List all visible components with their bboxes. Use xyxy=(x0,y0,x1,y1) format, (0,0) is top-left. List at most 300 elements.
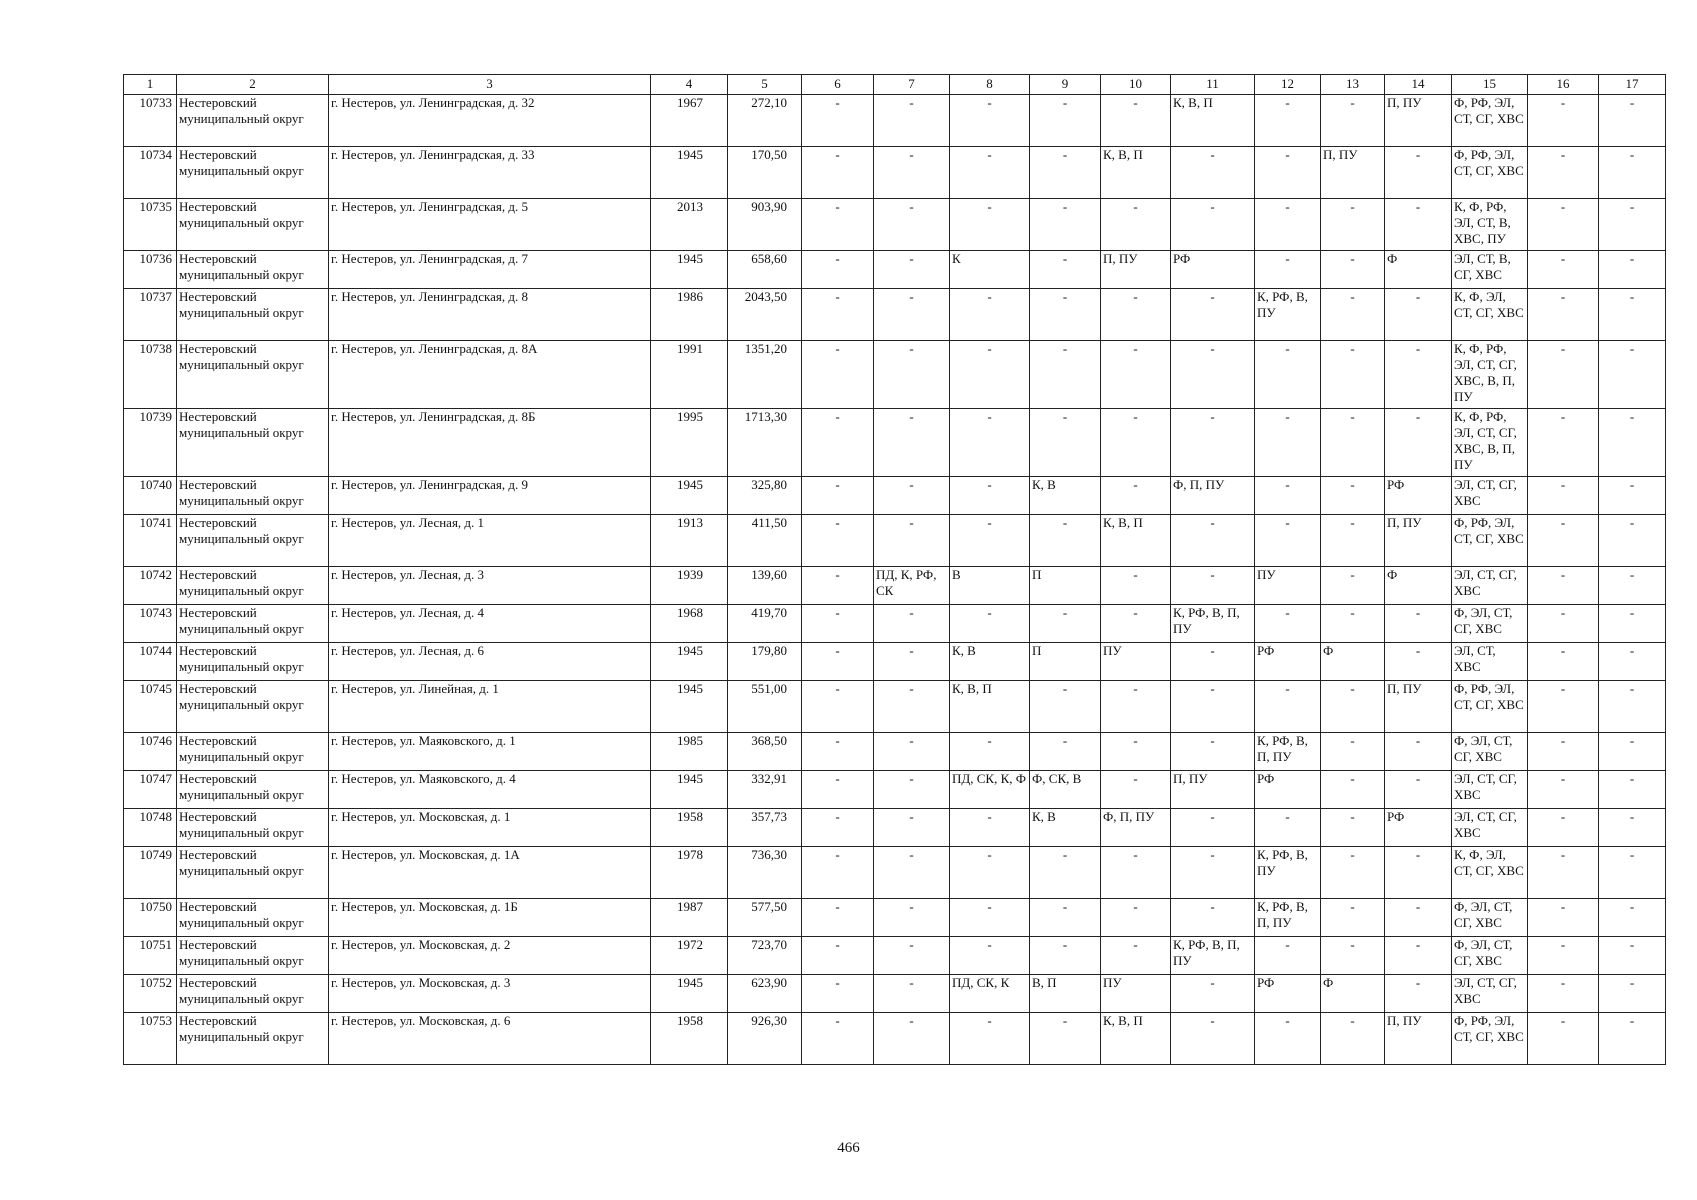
col8-cell: - xyxy=(950,199,1030,251)
district-cell: Нестеровский муниципальный округ xyxy=(177,975,329,1013)
col13-cell: - xyxy=(1321,899,1385,937)
area-cell: 179,80 xyxy=(728,643,802,681)
col17-cell: - xyxy=(1599,681,1666,733)
col9-cell: - xyxy=(1030,847,1101,899)
column-header-14: 14 xyxy=(1385,75,1452,95)
col12-cell: - xyxy=(1255,341,1321,409)
table-row xyxy=(124,199,1666,251)
col10-cell: ПУ xyxy=(1101,643,1171,681)
col6-cell: - xyxy=(802,643,874,681)
row-id: 10740 xyxy=(124,477,177,515)
col13-cell: - xyxy=(1321,251,1385,289)
column-header-3: 3 xyxy=(329,75,651,95)
district-cell: Нестеровский муниципальный округ xyxy=(177,733,329,771)
col7-cell: - xyxy=(874,477,950,515)
col11-cell: РФ xyxy=(1171,251,1255,289)
address-cell: г. Нестеров, ул. Московская, д. 6 xyxy=(329,1013,651,1065)
col7-cell: - xyxy=(874,1013,950,1065)
col12-cell: ПУ xyxy=(1255,567,1321,605)
col9-cell: - xyxy=(1030,1013,1101,1065)
col6-cell: - xyxy=(802,95,874,147)
col6-cell: - xyxy=(802,771,874,809)
row-id: 10750 xyxy=(124,899,177,937)
col10-cell: - xyxy=(1101,847,1171,899)
table-row xyxy=(124,409,1666,477)
col11-cell: - xyxy=(1171,809,1255,847)
col8-cell: К, В xyxy=(950,643,1030,681)
table-row xyxy=(124,95,1666,147)
col15-cell: ЭЛ, СТ, СГ, ХВС xyxy=(1452,567,1528,605)
col9-cell: К, В xyxy=(1030,809,1101,847)
col15-cell: Ф, РФ, ЭЛ, СТ, СГ, ХВС xyxy=(1452,515,1528,567)
col12-cell: - xyxy=(1255,681,1321,733)
address-cell: г. Нестеров, ул. Линейная, д. 1 xyxy=(329,681,651,733)
col17-cell: - xyxy=(1599,605,1666,643)
col13-cell: - xyxy=(1321,1013,1385,1065)
col17-cell: - xyxy=(1599,477,1666,515)
district-cell: Нестеровский муниципальный округ xyxy=(177,147,329,199)
col8-cell: - xyxy=(950,899,1030,937)
area-cell: 325,80 xyxy=(728,477,802,515)
col14-cell: - xyxy=(1385,899,1452,937)
col6-cell: - xyxy=(802,289,874,341)
col7-cell: - xyxy=(874,199,950,251)
col10-cell: - xyxy=(1101,681,1171,733)
area-cell: 368,50 xyxy=(728,733,802,771)
col6-cell: - xyxy=(802,341,874,409)
col13-cell: - xyxy=(1321,341,1385,409)
col17-cell: - xyxy=(1599,251,1666,289)
col17-cell: - xyxy=(1599,809,1666,847)
col13-cell: - xyxy=(1321,199,1385,251)
col6-cell: - xyxy=(802,899,874,937)
table-row xyxy=(124,567,1666,605)
col11-cell: - xyxy=(1171,643,1255,681)
column-header-15: 15 xyxy=(1452,75,1528,95)
year-cell: 1995 xyxy=(651,409,728,477)
address-cell: г. Нестеров, ул. Ленинградская, д. 32 xyxy=(329,95,651,147)
address-cell: г. Нестеров, ул. Лесная, д. 4 xyxy=(329,605,651,643)
col16-cell: - xyxy=(1528,567,1599,605)
col12-cell: - xyxy=(1255,477,1321,515)
col15-cell: Ф, РФ, ЭЛ, СТ, СГ, ХВС xyxy=(1452,147,1528,199)
col17-cell: - xyxy=(1599,771,1666,809)
row-id: 10751 xyxy=(124,937,177,975)
district-cell: Нестеровский муниципальный округ xyxy=(177,409,329,477)
table-row xyxy=(124,605,1666,643)
row-id: 10747 xyxy=(124,771,177,809)
row-id: 10744 xyxy=(124,643,177,681)
col16-cell: - xyxy=(1528,847,1599,899)
column-header-9: 9 xyxy=(1030,75,1101,95)
col16-cell: - xyxy=(1528,605,1599,643)
col9-cell: - xyxy=(1030,147,1101,199)
col16-cell: - xyxy=(1528,147,1599,199)
col14-cell: П, ПУ xyxy=(1385,1013,1452,1065)
col11-cell: К, В, П xyxy=(1171,95,1255,147)
col13-cell: - xyxy=(1321,289,1385,341)
row-id: 10737 xyxy=(124,289,177,341)
table-row xyxy=(124,477,1666,515)
col9-cell: - xyxy=(1030,681,1101,733)
col10-cell: - xyxy=(1101,409,1171,477)
district-cell: Нестеровский муниципальный округ xyxy=(177,95,329,147)
row-id: 10745 xyxy=(124,681,177,733)
col14-cell: - xyxy=(1385,733,1452,771)
table-row xyxy=(124,937,1666,975)
col16-cell: - xyxy=(1528,733,1599,771)
col12-cell: К, РФ, В, ПУ xyxy=(1255,847,1321,899)
col9-cell: - xyxy=(1030,937,1101,975)
col7-cell: - xyxy=(874,733,950,771)
col16-cell: - xyxy=(1528,341,1599,409)
district-cell: Нестеровский муниципальный округ xyxy=(177,681,329,733)
col7-cell: ПД, К, РФ, СК xyxy=(874,567,950,605)
col12-cell: - xyxy=(1255,199,1321,251)
column-header-16: 16 xyxy=(1528,75,1599,95)
column-header-5: 5 xyxy=(728,75,802,95)
col9-cell: - xyxy=(1030,733,1101,771)
col9-cell: В, П xyxy=(1030,975,1101,1013)
col12-cell: - xyxy=(1255,515,1321,567)
table-row xyxy=(124,733,1666,771)
table-row xyxy=(124,809,1666,847)
col11-cell: К, РФ, В, П, ПУ xyxy=(1171,605,1255,643)
col9-cell: - xyxy=(1030,899,1101,937)
col14-cell: - xyxy=(1385,975,1452,1013)
row-id: 10741 xyxy=(124,515,177,567)
address-cell: г. Нестеров, ул. Ленинградская, д. 8 xyxy=(329,289,651,341)
table-row xyxy=(124,1013,1666,1065)
area-cell: 736,30 xyxy=(728,847,802,899)
col15-cell: Ф, РФ, ЭЛ, СТ, СГ, ХВС xyxy=(1452,95,1528,147)
col6-cell: - xyxy=(802,515,874,567)
table-row xyxy=(124,975,1666,1013)
col9-cell: П xyxy=(1030,567,1101,605)
year-cell: 1967 xyxy=(651,95,728,147)
col16-cell: - xyxy=(1528,681,1599,733)
col7-cell: - xyxy=(874,515,950,567)
year-cell: 1991 xyxy=(651,341,728,409)
area-cell: 170,50 xyxy=(728,147,802,199)
col17-cell: - xyxy=(1599,341,1666,409)
col10-cell: - xyxy=(1101,341,1171,409)
col17-cell: - xyxy=(1599,1013,1666,1065)
col8-cell: - xyxy=(950,515,1030,567)
col12-cell: - xyxy=(1255,251,1321,289)
table-row xyxy=(124,643,1666,681)
col12-cell: К, РФ, В, П, ПУ xyxy=(1255,733,1321,771)
year-cell: 1972 xyxy=(651,937,728,975)
col16-cell: - xyxy=(1528,975,1599,1013)
col17-cell: - xyxy=(1599,199,1666,251)
col10-cell: - xyxy=(1101,199,1171,251)
address-cell: г. Нестеров, ул. Маяковского, д. 1 xyxy=(329,733,651,771)
year-cell: 1913 xyxy=(651,515,728,567)
col9-cell: - xyxy=(1030,199,1101,251)
address-cell: г. Нестеров, ул. Ленинградская, д. 9 xyxy=(329,477,651,515)
col16-cell: - xyxy=(1528,409,1599,477)
col10-cell: - xyxy=(1101,937,1171,975)
area-cell: 2043,50 xyxy=(728,289,802,341)
address-cell: г. Нестеров, ул. Ленинградская, д. 8А xyxy=(329,341,651,409)
col7-cell: - xyxy=(874,251,950,289)
col13-cell: - xyxy=(1321,567,1385,605)
col10-cell: - xyxy=(1101,605,1171,643)
address-cell: г. Нестеров, ул. Московская, д. 3 xyxy=(329,975,651,1013)
col12-cell: РФ xyxy=(1255,975,1321,1013)
col7-cell: - xyxy=(874,899,950,937)
col14-cell: - xyxy=(1385,409,1452,477)
year-cell: 1958 xyxy=(651,809,728,847)
col9-cell: - xyxy=(1030,251,1101,289)
column-header-10: 10 xyxy=(1101,75,1171,95)
col11-cell: К, РФ, В, П, ПУ xyxy=(1171,937,1255,975)
col10-cell: - xyxy=(1101,567,1171,605)
row-id: 10748 xyxy=(124,809,177,847)
col9-cell: - xyxy=(1030,409,1101,477)
col17-cell: - xyxy=(1599,937,1666,975)
row-id: 10753 xyxy=(124,1013,177,1065)
col15-cell: ЭЛ, СТ, В, СГ, ХВС xyxy=(1452,251,1528,289)
year-cell: 1945 xyxy=(651,643,728,681)
col10-cell: К, В, П xyxy=(1101,1013,1171,1065)
col14-cell: РФ xyxy=(1385,809,1452,847)
row-id: 10733 xyxy=(124,95,177,147)
year-cell: 1987 xyxy=(651,899,728,937)
col12-cell: - xyxy=(1255,605,1321,643)
table-row xyxy=(124,847,1666,899)
col14-cell: - xyxy=(1385,771,1452,809)
year-cell: 1939 xyxy=(651,567,728,605)
col8-cell: К xyxy=(950,251,1030,289)
col10-cell: - xyxy=(1101,95,1171,147)
col8-cell: - xyxy=(950,937,1030,975)
col12-cell: - xyxy=(1255,147,1321,199)
col8-cell: - xyxy=(950,147,1030,199)
district-cell: Нестеровский муниципальный округ xyxy=(177,1013,329,1065)
area-cell: 723,70 xyxy=(728,937,802,975)
col12-cell: - xyxy=(1255,1013,1321,1065)
col13-cell: - xyxy=(1321,937,1385,975)
col13-cell: - xyxy=(1321,847,1385,899)
col6-cell: - xyxy=(802,733,874,771)
year-cell: 1945 xyxy=(651,147,728,199)
year-cell: 1958 xyxy=(651,1013,728,1065)
col8-cell: - xyxy=(950,733,1030,771)
area-cell: 419,70 xyxy=(728,605,802,643)
address-cell: г. Нестеров, ул. Московская, д. 1Б xyxy=(329,899,651,937)
col13-cell: Ф xyxy=(1321,643,1385,681)
year-cell: 1985 xyxy=(651,733,728,771)
col11-cell: - xyxy=(1171,975,1255,1013)
col16-cell: - xyxy=(1528,771,1599,809)
column-header-11: 11 xyxy=(1171,75,1255,95)
col7-cell: - xyxy=(874,847,950,899)
col11-cell: - xyxy=(1171,515,1255,567)
col6-cell: - xyxy=(802,147,874,199)
col10-cell: - xyxy=(1101,477,1171,515)
table-row xyxy=(124,771,1666,809)
col17-cell: - xyxy=(1599,847,1666,899)
col13-cell: Ф xyxy=(1321,975,1385,1013)
col15-cell: ЭЛ, СТ, ХВС xyxy=(1452,643,1528,681)
area-cell: 139,60 xyxy=(728,567,802,605)
col7-cell: - xyxy=(874,809,950,847)
col8-cell: - xyxy=(950,289,1030,341)
area-cell: 411,50 xyxy=(728,515,802,567)
col8-cell: - xyxy=(950,341,1030,409)
col12-cell: К, РФ, В, П, ПУ xyxy=(1255,899,1321,937)
col13-cell: - xyxy=(1321,809,1385,847)
col9-cell: К, В xyxy=(1030,477,1101,515)
address-cell: г. Нестеров, ул. Московская, д. 2 xyxy=(329,937,651,975)
district-cell: Нестеровский муниципальный округ xyxy=(177,567,329,605)
area-cell: 658,60 xyxy=(728,251,802,289)
col15-cell: ЭЛ, СТ, СГ, ХВС xyxy=(1452,975,1528,1013)
address-cell: г. Нестеров, ул. Ленинградская, д. 7 xyxy=(329,251,651,289)
district-cell: Нестеровский муниципальный округ xyxy=(177,809,329,847)
column-header-13: 13 xyxy=(1321,75,1385,95)
col15-cell: ЭЛ, СТ, СГ, ХВС xyxy=(1452,477,1528,515)
col12-cell: РФ xyxy=(1255,771,1321,809)
address-cell: г. Нестеров, ул. Лесная, д. 3 xyxy=(329,567,651,605)
col6-cell: - xyxy=(802,605,874,643)
col14-cell: - xyxy=(1385,147,1452,199)
col12-cell: - xyxy=(1255,409,1321,477)
col15-cell: Ф, РФ, ЭЛ, СТ, СГ, ХВС xyxy=(1452,1013,1528,1065)
col7-cell: - xyxy=(874,409,950,477)
year-cell: 1968 xyxy=(651,605,728,643)
col14-cell: - xyxy=(1385,937,1452,975)
address-cell: г. Нестеров, ул. Лесная, д. 6 xyxy=(329,643,651,681)
col6-cell: - xyxy=(802,477,874,515)
area-cell: 926,30 xyxy=(728,1013,802,1065)
col15-cell: Ф, ЭЛ, СТ, СГ, ХВС xyxy=(1452,937,1528,975)
area-cell: 903,90 xyxy=(728,199,802,251)
row-id: 10739 xyxy=(124,409,177,477)
col13-cell: - xyxy=(1321,95,1385,147)
area-cell: 577,50 xyxy=(728,899,802,937)
col9-cell: П xyxy=(1030,643,1101,681)
col16-cell: - xyxy=(1528,95,1599,147)
col13-cell: - xyxy=(1321,605,1385,643)
col15-cell: ЭЛ, СТ, СГ, ХВС xyxy=(1452,809,1528,847)
district-cell: Нестеровский муниципальный округ xyxy=(177,847,329,899)
col8-cell: - xyxy=(950,409,1030,477)
col15-cell: ЭЛ, СТ, СГ, ХВС xyxy=(1452,771,1528,809)
col7-cell: - xyxy=(874,147,950,199)
col8-cell: - xyxy=(950,847,1030,899)
col8-cell: - xyxy=(950,605,1030,643)
district-cell: Нестеровский муниципальный округ xyxy=(177,289,329,341)
col8-cell: - xyxy=(950,95,1030,147)
col6-cell: - xyxy=(802,251,874,289)
col9-cell: - xyxy=(1030,515,1101,567)
col16-cell: - xyxy=(1528,477,1599,515)
year-cell: 1986 xyxy=(651,289,728,341)
col16-cell: - xyxy=(1528,199,1599,251)
col8-cell: ПД, СК, К xyxy=(950,975,1030,1013)
table-row xyxy=(124,289,1666,341)
col15-cell: Ф, РФ, ЭЛ, СТ, СГ, ХВС xyxy=(1452,681,1528,733)
year-cell: 1945 xyxy=(651,771,728,809)
col10-cell: П, ПУ xyxy=(1101,251,1171,289)
district-cell: Нестеровский муниципальный округ xyxy=(177,643,329,681)
table-body xyxy=(124,95,1666,1065)
year-cell: 1945 xyxy=(651,477,728,515)
row-id: 10735 xyxy=(124,199,177,251)
col6-cell: - xyxy=(802,937,874,975)
year-cell: 1945 xyxy=(651,681,728,733)
year-cell: 2013 xyxy=(651,199,728,251)
col10-cell: - xyxy=(1101,733,1171,771)
year-cell: 1945 xyxy=(651,975,728,1013)
col17-cell: - xyxy=(1599,289,1666,341)
registry-table xyxy=(123,74,1666,1065)
row-id: 10743 xyxy=(124,605,177,643)
col6-cell: - xyxy=(802,567,874,605)
col13-cell: - xyxy=(1321,771,1385,809)
col7-cell: - xyxy=(874,771,950,809)
col11-cell: - xyxy=(1171,409,1255,477)
col13-cell: П, ПУ xyxy=(1321,147,1385,199)
col7-cell: - xyxy=(874,975,950,1013)
row-id: 10746 xyxy=(124,733,177,771)
district-cell: Нестеровский муниципальный округ xyxy=(177,477,329,515)
col16-cell: - xyxy=(1528,515,1599,567)
col8-cell: В xyxy=(950,567,1030,605)
col7-cell: - xyxy=(874,341,950,409)
col9-cell: - xyxy=(1030,605,1101,643)
col11-cell: Ф, П, ПУ xyxy=(1171,477,1255,515)
district-cell: Нестеровский муниципальный округ xyxy=(177,251,329,289)
col6-cell: - xyxy=(802,975,874,1013)
col11-cell: - xyxy=(1171,147,1255,199)
col8-cell: - xyxy=(950,1013,1030,1065)
col17-cell: - xyxy=(1599,409,1666,477)
col16-cell: - xyxy=(1528,643,1599,681)
col17-cell: - xyxy=(1599,515,1666,567)
col6-cell: - xyxy=(802,809,874,847)
col8-cell: ПД, СК, К, Ф xyxy=(950,771,1030,809)
district-cell: Нестеровский муниципальный округ xyxy=(177,341,329,409)
col14-cell: П, ПУ xyxy=(1385,95,1452,147)
row-id: 10749 xyxy=(124,847,177,899)
col7-cell: - xyxy=(874,681,950,733)
col9-cell: - xyxy=(1030,289,1101,341)
col10-cell: - xyxy=(1101,771,1171,809)
col6-cell: - xyxy=(802,199,874,251)
row-id: 10742 xyxy=(124,567,177,605)
col14-cell: Ф xyxy=(1385,251,1452,289)
col10-cell: - xyxy=(1101,899,1171,937)
col9-cell: Ф, СК, В xyxy=(1030,771,1101,809)
col16-cell: - xyxy=(1528,899,1599,937)
col17-cell: - xyxy=(1599,899,1666,937)
col15-cell: К, Ф, РФ, ЭЛ, СТ, СГ, ХВС, В, П, ПУ xyxy=(1452,341,1528,409)
col7-cell: - xyxy=(874,289,950,341)
address-cell: г. Нестеров, ул. Ленинградская, д. 8Б xyxy=(329,409,651,477)
column-header-17: 17 xyxy=(1599,75,1666,95)
area-cell: 272,10 xyxy=(728,95,802,147)
col12-cell: - xyxy=(1255,809,1321,847)
year-cell: 1978 xyxy=(651,847,728,899)
col7-cell: - xyxy=(874,605,950,643)
col14-cell: Ф xyxy=(1385,567,1452,605)
col16-cell: - xyxy=(1528,289,1599,341)
address-cell: г. Нестеров, ул. Московская, д. 1 xyxy=(329,809,651,847)
